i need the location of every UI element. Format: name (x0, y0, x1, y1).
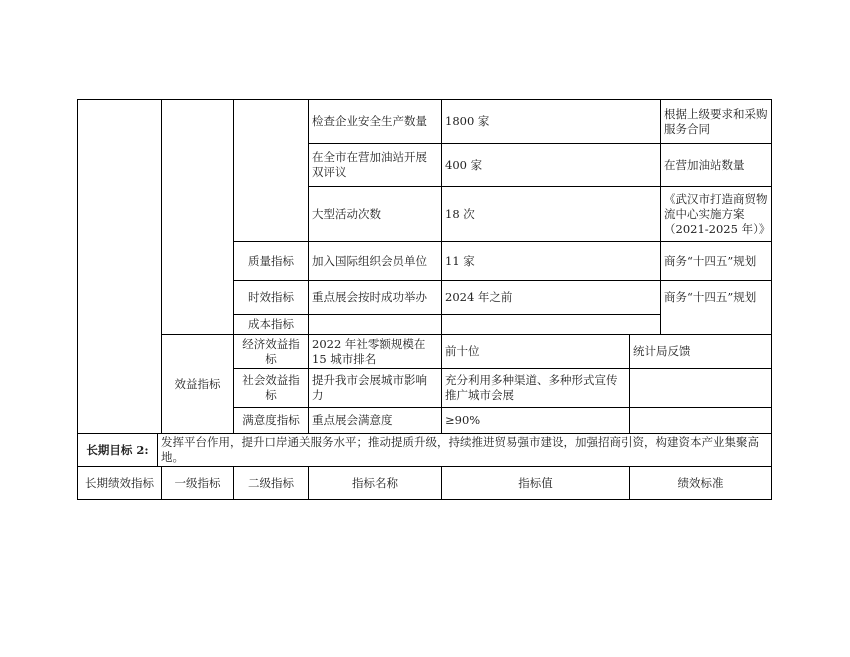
level2-indicator: 满意度指标 (242, 413, 300, 427)
header-indicator-name: 指标名称 (352, 475, 398, 490)
level2-indicator: 经济效益指标 (242, 336, 300, 366)
performance-standard: 《武汉市打造商贸物流中心实施方案（2021-2025 年）》 (664, 191, 771, 236)
rule (77, 499, 772, 500)
performance-standard: 根据上级要求和采购服务合同 (664, 106, 768, 136)
indicator-name: 重点展会满意度 (312, 413, 393, 427)
indicator-name: 提升我市会展城市影响力 (312, 373, 427, 402)
indicator-name: 大型活动次数 (312, 206, 381, 221)
indicator-name (309, 315, 441, 334)
goal-label: 长期目标 2: (86, 442, 149, 457)
level1-indicator: 效益指标 (174, 376, 221, 391)
indicator-name: 2022 年社零额规模在 15 城市排名 (312, 336, 426, 366)
level2-indicator: 质量指标 (248, 253, 294, 268)
indicator-name: 加入国际组织会员单位 (312, 253, 427, 268)
level2-indicator: 成本指标 (248, 317, 294, 331)
level2-indicator: 社会效益指标 (242, 373, 300, 402)
indicator-name: 重点展会按时成功举办 (312, 290, 427, 304)
level2-indicator: 时效指标 (248, 290, 294, 304)
indicator-value: 400 家 (445, 157, 483, 172)
header-long-term-indicator: 长期绩效指标 (85, 475, 154, 490)
performance-standard: 商务“十四五”规划 (664, 290, 757, 304)
performance-standard (630, 369, 771, 407)
rule (771, 99, 772, 500)
indicator-value: 前十位 (445, 344, 480, 358)
performance-standard: 统计局反馈 (633, 344, 691, 358)
indicator-value: 2024 年之前 (445, 290, 513, 304)
indicator-value (442, 315, 660, 334)
goal-description: 发挥平台作用，提升口岸通关服务水平；推动提质升级，持续推进贸易强市建设，加强招商引资，构建资本产业集聚高地。 (161, 435, 759, 464)
header-indicator-value: 指标值 (518, 475, 553, 490)
indicator-value: 18 次 (445, 206, 475, 221)
indicator-value: 充分利用多种渠道、多种形式宣传推广城市会展 (445, 373, 618, 402)
header-level1: 一级指标 (174, 475, 221, 490)
indicator-name: 在全市在营加油站开展双评议 (312, 150, 427, 179)
performance-standard (630, 408, 771, 433)
indicator-value: 1800 家 (445, 114, 490, 128)
performance-standard: 商务“十四五”规划 (664, 253, 757, 268)
indicator-name: 检查企业安全生产数量 (312, 114, 427, 128)
indicator-value: 11 家 (445, 253, 475, 268)
indicator-value: ≥90% (445, 413, 481, 427)
header-performance-standard: 绩效标准 (677, 475, 724, 490)
header-level2: 二级指标 (248, 475, 294, 490)
performance-standard: 在营加油站数量 (664, 157, 745, 172)
